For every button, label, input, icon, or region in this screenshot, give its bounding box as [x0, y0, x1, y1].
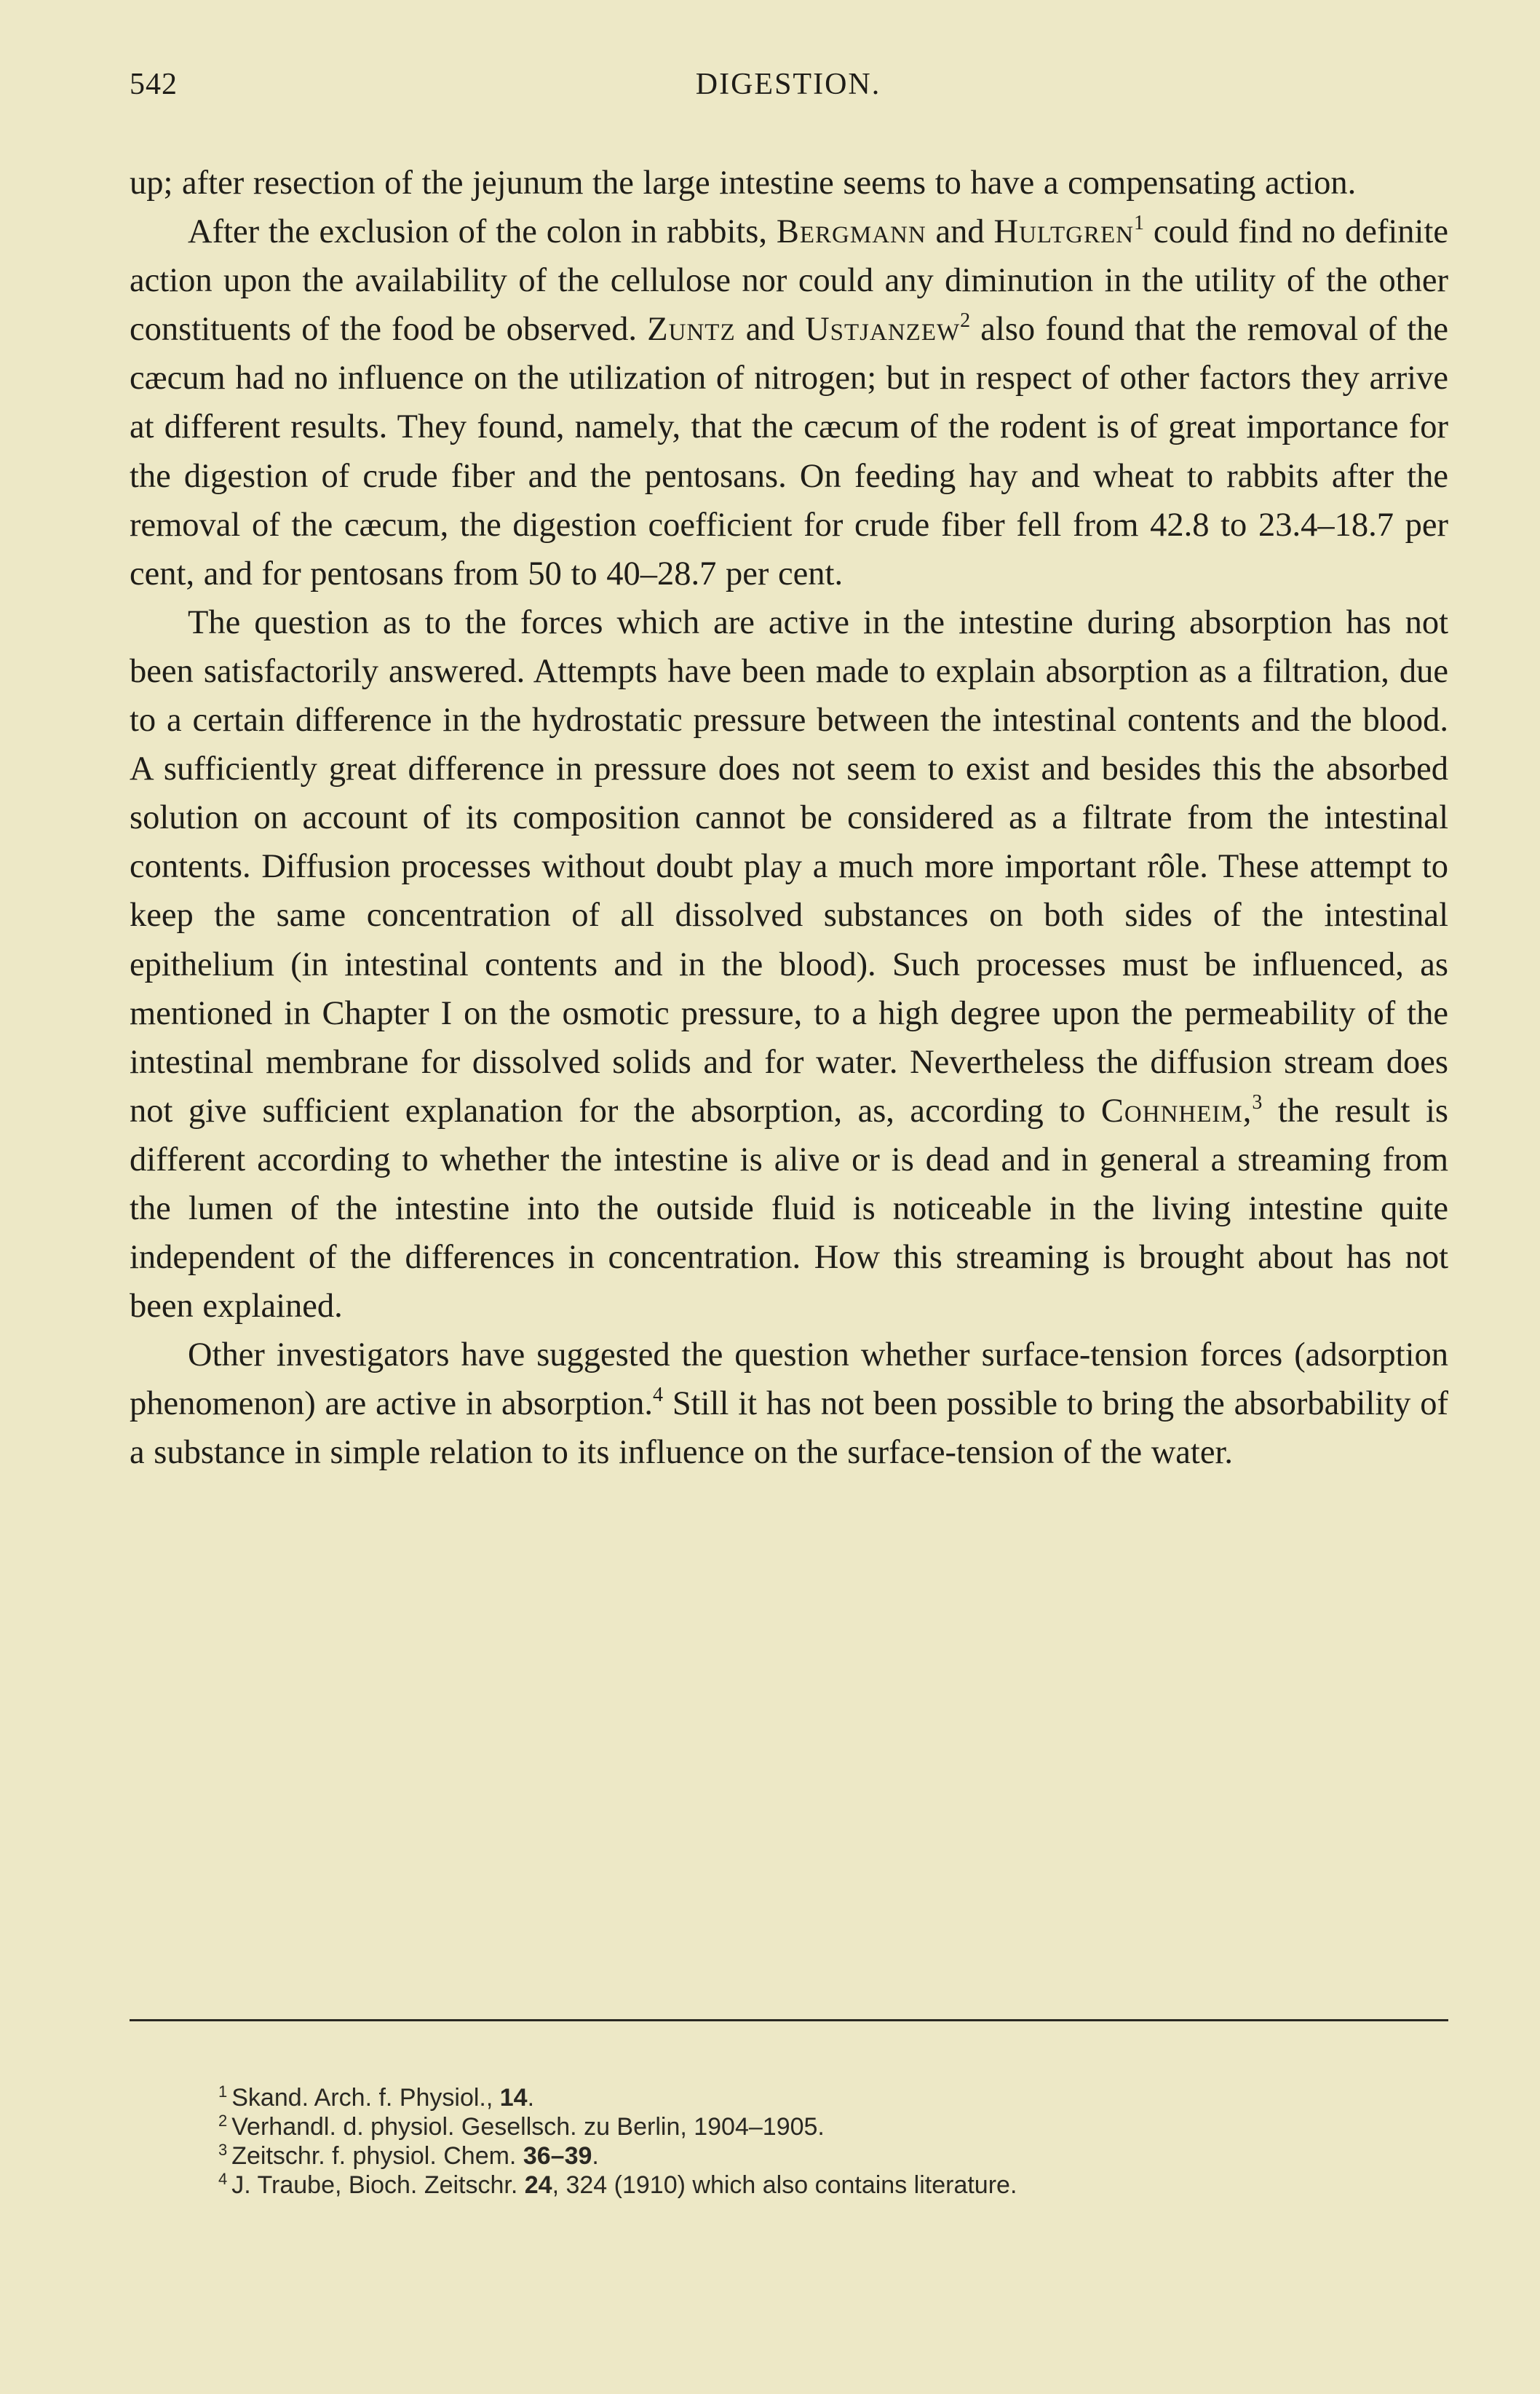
author-name: Zuntz: [647, 311, 736, 349]
author-name: Ustjanzew: [805, 311, 961, 349]
footnote-mark: 2: [218, 2112, 228, 2130]
text-run: Still it has not been possible to bring the absorbability of a substance in simple relation to its influence on the surface-tension of the water.: [130, 1385, 1448, 1472]
footnote-text: J. Traube, Bioch. Zeitschr.: [231, 2171, 525, 2199]
footnote-volume: 14: [499, 2084, 528, 2112]
footnote-ref: 3: [1252, 1090, 1263, 1114]
footnote-mark: 1: [218, 2082, 228, 2101]
text-run: After the exclusion of the colon in rabbits,: [188, 213, 777, 251]
footnote-text: Zeitschr. f. physiol. Chem.: [231, 2142, 523, 2170]
text-run: also found that the removal of the cæcum had no influence on the utilization of nitrogen; but in respect of other factors they arrive at different results. They found, namely, that the cæcum of the rodent is of great importance for the digestion of crude fiber and the pentosans. On feeding hay and wheat to rabbits after the removal of the cæcum, the digestion coefficient for crude fiber fell from 42.8 to 23.4–18.7 per cent, and for pentosans from 50 to 40–28.7 per cent.: [130, 311, 1449, 592]
author-name: Cohnheim,: [1100, 1092, 1253, 1130]
text-run: up; after resection of the jejunum the large intestine seems to have a compensating action.: [130, 165, 1357, 202]
footnote-volume: 36–39: [523, 2142, 592, 2170]
text-run: the result is different according to whether the intestine is alive or is dead and in general a streaming from the lumen of the intestine into the outside fluid is noticeable in the living intestine quite independent of the differences in concentration. How this streaming is brought about has not been explained.: [130, 1092, 1448, 1325]
footnote-mark: 3: [218, 2141, 228, 2159]
page-header: [130, 67, 1447, 108]
footnote: [218, 2083, 1383, 2112]
footnote-rest: .: [527, 2084, 535, 2112]
footnotes: [218, 2083, 1383, 2200]
footnote-text: Verhandl. d. physiol. Gesellsch. zu Berlin, 1904–1905.: [231, 2113, 825, 2141]
paragraph: [130, 159, 1448, 207]
paragraph: [130, 1331, 1448, 1477]
paragraph: [130, 598, 1448, 1331]
footnote-mark: 4: [218, 2170, 228, 2188]
author-name: Bergmann: [776, 213, 926, 251]
footnote-ref: 4: [652, 1384, 663, 1407]
footnote: [218, 2141, 1383, 2171]
text-run: Other investigators have suggested the question whether surface-tension forces (adsorption phenomenon) are active in absorption.: [130, 1336, 1448, 1423]
text-run: and: [735, 311, 806, 349]
footnote-rest: , 324 (1910) which also contains literature.: [552, 2171, 1017, 2199]
paragraph: [130, 207, 1448, 598]
author-name: Hultgren: [993, 213, 1135, 251]
footnote: [218, 2171, 1383, 2200]
text-run: The question as to the forces which are active in the intestine during absorption has not been satisfactorily answered. Attempts have been made to explain absorption as a filtration, due to a certain difference in the hydrostatic pressure between the intestinal contents and the blood. A sufficiently great difference in pressure does not seem to exist and besides this the absorbed solution on account of its composition cannot be considered as a filtrate from the intestinal contents. Diffusion processes without doubt play a much more important rôle. These attempt to keep the same concentration of all dissolved substances on both sides of the intestinal epithelium (in intestinal contents and in the blood). Such processes must be influenced, as mentioned in Chapter I on the osmotic pressure, to a high degree upon the permeability of the intestinal membrane for dissolved solids and for water. Nevertheless the diffusion stream does not give sufficient explanation for the absorption, as, according to: [130, 603, 1448, 1130]
footnote-ref: 2: [960, 309, 971, 333]
footnote-divider: [130, 2019, 1448, 2021]
footnote-rest: .: [592, 2142, 599, 2170]
running-head: DIGESTION.: [695, 68, 881, 101]
footnote-ref: 1: [1134, 212, 1145, 235]
footnote-volume: 24: [524, 2171, 552, 2199]
text-run: could find no definite action upon the availability of the cellulose nor could any diminution in the utility of the other constituents of the food be observed.: [130, 213, 1449, 349]
footnote: [218, 2112, 1383, 2141]
body-text: [130, 159, 1448, 1478]
page-number: 542: [130, 68, 178, 101]
text-run: and: [926, 213, 994, 251]
footnote-text: Skand. Arch. f. Physiol.,: [231, 2084, 500, 2112]
